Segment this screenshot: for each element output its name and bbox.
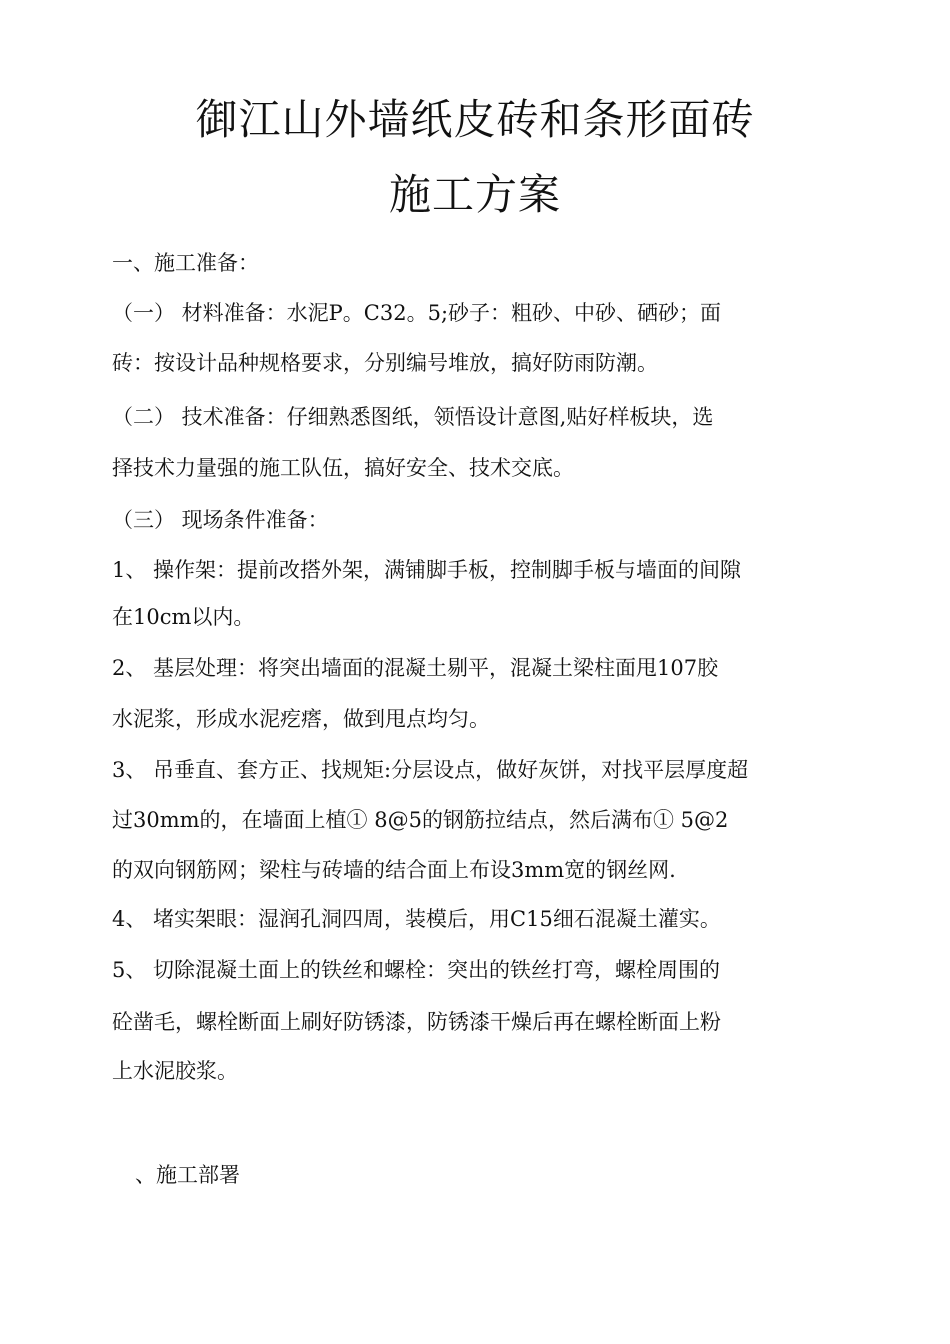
- text-line: （二） 技术准备：仔细熟悉图纸，领悟设计意图,贴好样板块，选: [112, 405, 714, 429]
- text-line: 水泥浆，形成水泥疙瘩，做到甩点均匀。: [112, 707, 490, 731]
- section-heading: 一、施工准备：: [112, 251, 259, 275]
- text-line: 砼凿毛，螺栓断面上刷好防锈漆，防锈漆干燥后再在螺栓断面上粉: [112, 1010, 721, 1034]
- text-line: 在10cm以内。: [112, 605, 255, 629]
- text-line: 3、 吊垂直、套方正、找规矩:分层设点，做好灰饼，对找平层厚度超: [112, 758, 749, 782]
- text-line: 5、 切除混凝土面上的铁丝和螺栓：突出的铁丝打弯，螺栓周围的: [112, 958, 721, 982]
- text-line: 2、 基层处理：将突出墙面的混凝土剔平，混凝土梁柱面甩107胶: [112, 656, 719, 680]
- subsection-heading: （三） 现场条件准备：: [112, 508, 329, 532]
- text-line: 1、 操作架：提前改搭外架，满铺脚手板，控制脚手板与墙面的间隙: [112, 558, 742, 582]
- section-heading: 、施工部署: [135, 1163, 240, 1187]
- text-line: 4、 堵实架眼：湿润孔洞四周，装模后，用C15细石混凝土灌实。: [112, 907, 721, 931]
- text-line: 过30mm的，在墙面上植① 8@5的钢筋拉结点，然后满布① 5@2: [112, 808, 729, 832]
- document-title: 御江山外墙纸皮砖和条形面砖: [195, 95, 755, 144]
- text-line: （一） 材料准备：水泥P。C32。5;砂子：粗砂、中砂、硒砂；面: [112, 301, 722, 325]
- text-line: 上水泥胶浆。: [112, 1059, 238, 1083]
- document-subtitle: 施工方案: [388, 170, 561, 219]
- text-line: 砖：按设计品种规格要求，分别编号堆放，搞好防雨防潮。: [112, 351, 658, 375]
- text-line: 择技术力量强的施工队伍，搞好安全、技术交底。: [112, 456, 574, 480]
- text-line: 的双向钢筋网；梁柱与砖墙的结合面上布设3mm宽的钢丝网.: [112, 858, 676, 882]
